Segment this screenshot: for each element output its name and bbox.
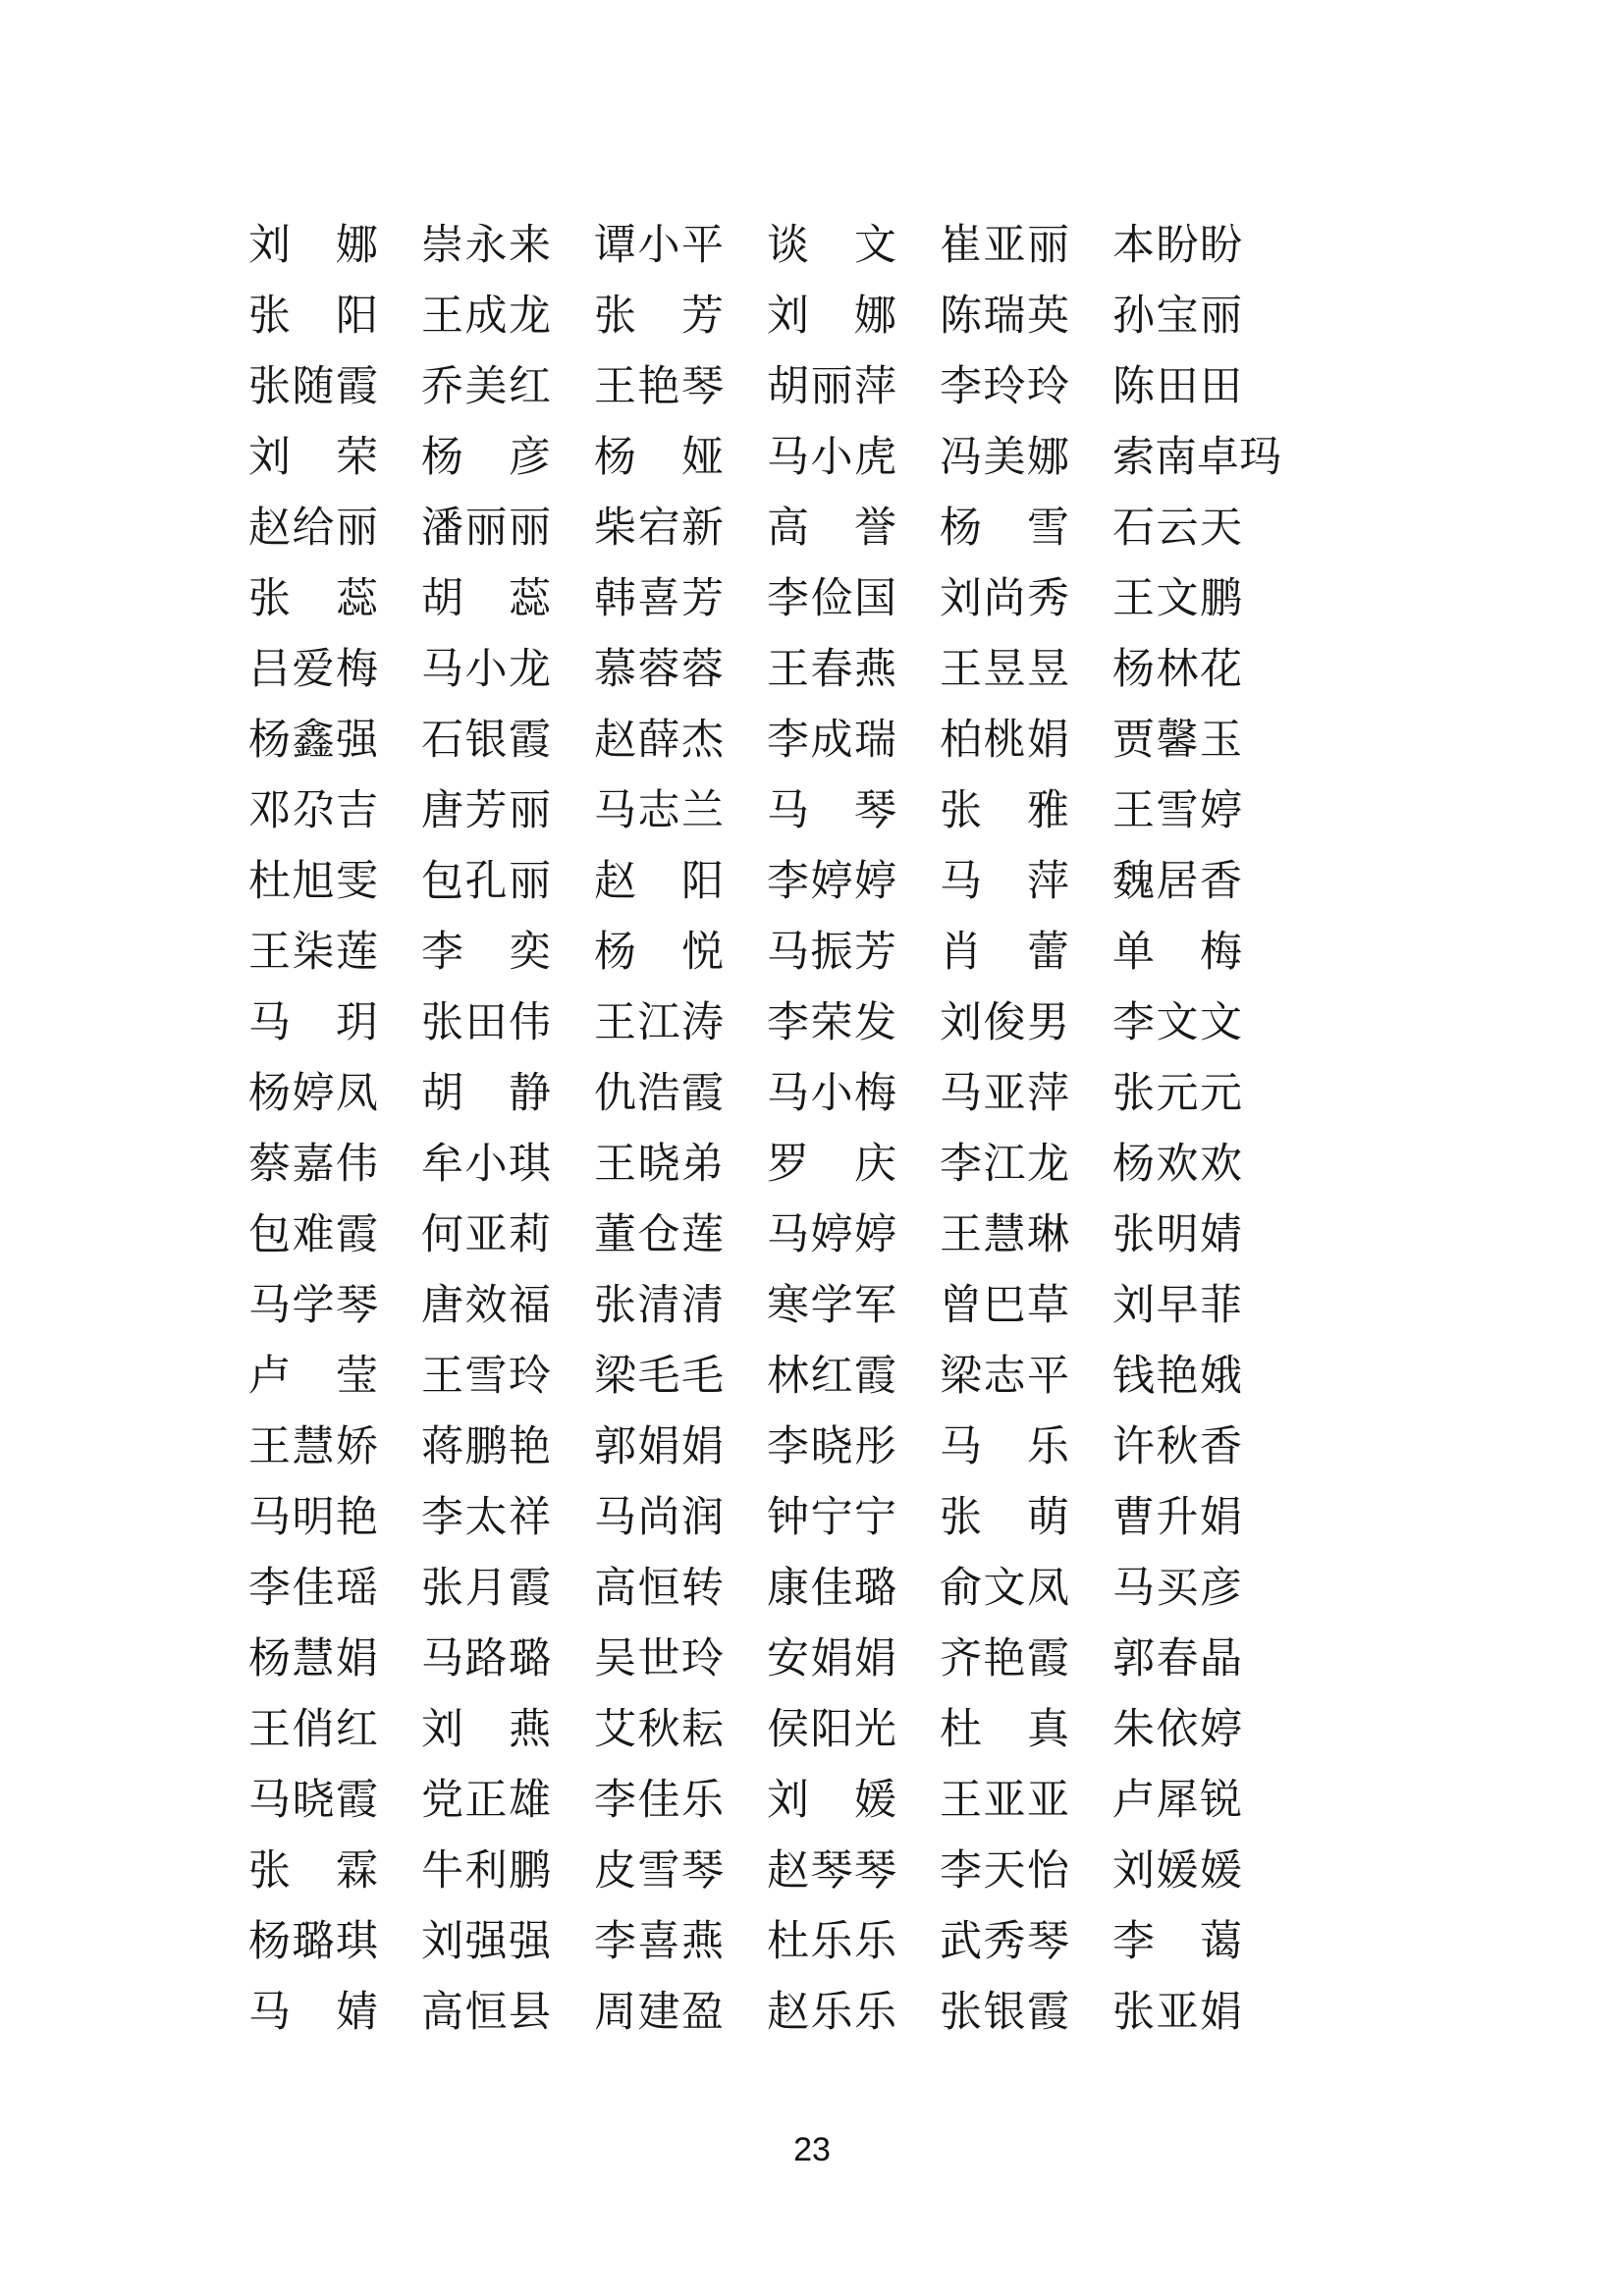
person-name: 杜真 [940,1707,1069,1753]
person-name: 刘尚秀 [940,576,1069,622]
name-row [248,1271,1281,1342]
person-name: 陈瑞英 [940,294,1069,340]
name-row [248,1978,1281,2049]
person-name: 马尚润 [594,1495,724,1541]
person-name: 杨彦 [421,435,551,481]
person-name: 曾巴草 [940,1283,1069,1329]
person-name: 齐艳霞 [940,1636,1069,1682]
person-name: 许秋香 [1112,1424,1242,1470]
person-name: 高恒转 [594,1566,724,1612]
person-name: 魏居香 [1112,859,1242,905]
person-name: 王成龙 [421,294,551,340]
person-name: 李成瑞 [767,718,896,764]
person-name: 刘强强 [421,1919,551,1965]
person-name: 朱依婷 [1112,1707,1242,1753]
person-name: 马买彦 [1112,1566,1242,1612]
name-row [248,211,1281,282]
person-name: 马婧 [248,1990,378,2036]
person-name: 慕蓉蓉 [594,647,724,693]
person-name: 石云天 [1112,506,1242,552]
person-name: 胡静 [421,1071,551,1117]
person-name: 柏桃娟 [940,718,1069,764]
person-name: 马亚萍 [940,1071,1069,1117]
page-number: 23 [793,2131,831,2168]
person-name: 安娟娟 [767,1636,896,1682]
name-row [248,1130,1281,1201]
person-name: 李晓彤 [767,1424,896,1470]
name-row [248,988,1281,1059]
person-name: 张元元 [1112,1071,1242,1117]
person-name: 李文文 [1112,1000,1242,1046]
person-name: 张明婧 [1112,1212,1242,1258]
person-name: 索南卓玛 [1112,435,1281,481]
person-name: 马振芳 [767,930,896,976]
person-name: 蔡嘉伟 [248,1142,378,1188]
name-row [248,494,1281,564]
name-row [248,706,1281,776]
person-name: 单梅 [1112,930,1242,976]
name-row [248,918,1281,988]
person-name: 张芳 [594,294,724,340]
person-name: 康佳璐 [767,1566,896,1612]
person-name: 郭娟娟 [594,1424,724,1470]
person-name: 牟小琪 [421,1142,551,1188]
person-name: 王柒莲 [248,930,378,976]
person-name: 马志兰 [594,788,724,834]
person-name: 赵琴琴 [767,1848,896,1895]
name-row [248,1483,1281,1554]
person-name: 马路璐 [421,1636,551,1682]
person-name: 张随霞 [248,364,378,410]
person-name: 刘娜 [767,294,896,340]
person-name: 张清清 [594,1283,724,1329]
person-name: 赵乐乐 [767,1990,896,2036]
person-name: 王春燕 [767,647,896,693]
person-name: 唐芳丽 [421,788,551,834]
person-name: 崇永来 [421,223,551,269]
person-name: 马小龙 [421,647,551,693]
person-name: 俞文凤 [940,1566,1069,1612]
person-name: 杨慧娟 [248,1636,378,1682]
person-name: 皮雪琴 [594,1848,724,1895]
person-name: 李江龙 [940,1142,1069,1188]
person-name: 李喜燕 [594,1919,724,1965]
person-name: 杜乐乐 [767,1919,896,1965]
person-name: 牛利鹏 [421,1848,551,1895]
person-name: 张亚娟 [1112,1990,1242,2036]
name-row [248,352,1281,423]
person-name: 马小梅 [767,1071,896,1117]
person-name: 李婷婷 [767,859,896,905]
person-name: 马琴 [767,788,896,834]
person-name: 张萌 [940,1495,1069,1541]
person-name: 吴世玲 [594,1636,724,1682]
person-name: 李俭国 [767,576,896,622]
person-name: 马学琴 [248,1283,378,1329]
person-name: 张月霞 [421,1566,551,1612]
person-name: 高恒县 [421,1990,551,2036]
name-row [248,1766,1281,1837]
person-name: 张阳 [248,294,378,340]
name-row [248,1837,1281,1907]
name-row [248,1342,1281,1413]
person-name: 杨璐琪 [248,1919,378,1965]
person-name: 杨雪 [940,506,1069,552]
person-name: 李玲玲 [940,364,1069,410]
person-name: 包难霞 [248,1212,378,1258]
person-name: 张银霞 [940,1990,1069,2036]
person-name: 吕爱梅 [248,647,378,693]
person-name: 何亚莉 [421,1212,551,1258]
person-name: 本盼盼 [1112,223,1242,269]
person-name: 刘早菲 [1112,1283,1242,1329]
person-name: 李佳瑶 [248,1566,378,1612]
person-name: 王文鹏 [1112,576,1242,622]
person-name: 唐效福 [421,1283,551,1329]
person-name: 张田伟 [421,1000,551,1046]
name-row [248,635,1281,706]
person-name: 王江涛 [594,1000,724,1046]
person-name: 胡蕊 [421,576,551,622]
person-name: 杨鑫强 [248,718,378,764]
person-name: 钟宁宁 [767,1495,896,1541]
person-name: 冯美娜 [940,435,1069,481]
name-row [248,564,1281,635]
person-name: 曹升娟 [1112,1495,1242,1541]
name-row [248,1907,1281,1978]
name-row [248,423,1281,494]
person-name: 杜旭雯 [248,859,378,905]
person-name: 蒋鹏艳 [421,1424,551,1470]
person-name: 马小虎 [767,435,896,481]
person-name: 韩喜芳 [594,576,724,622]
name-row [248,1059,1281,1130]
person-name: 王雪玲 [421,1354,551,1400]
person-name: 杨婷凤 [248,1071,378,1117]
person-name: 李太祥 [421,1495,551,1541]
person-name: 杨娅 [594,435,724,481]
person-name: 陈田田 [1112,364,1242,410]
person-name: 胡丽萍 [767,364,896,410]
person-name: 王晓弟 [594,1142,724,1188]
person-name: 马明艳 [248,1495,378,1541]
person-name: 刘娜 [248,223,378,269]
person-name: 卢犀锐 [1112,1778,1242,1824]
name-row [248,1554,1281,1625]
person-name: 邓尕吉 [248,788,378,834]
person-name: 刘俊男 [940,1000,1069,1046]
person-name: 马乐 [940,1424,1069,1470]
person-name: 高誉 [767,506,896,552]
person-name: 王艳琴 [594,364,724,410]
person-name: 孙宝丽 [1112,294,1242,340]
person-name: 崔亚丽 [940,223,1069,269]
person-name: 李蔼 [1112,1919,1242,1965]
name-row [248,1413,1281,1483]
person-name: 王昱昱 [940,647,1069,693]
person-name: 刘荣 [248,435,378,481]
person-name: 贾馨玉 [1112,718,1242,764]
person-name: 包孔丽 [421,859,551,905]
name-row [248,1625,1281,1695]
name-row [248,282,1281,352]
person-name: 罗庆 [767,1142,896,1188]
person-name: 肖蕾 [940,930,1069,976]
person-name: 杨林花 [1112,647,1242,693]
person-name: 王俏红 [248,1707,378,1753]
person-name: 刘媛 [767,1778,896,1824]
person-name: 刘媛媛 [1112,1848,1242,1895]
name-row [248,1201,1281,1271]
person-name: 寒学军 [767,1283,896,1329]
person-name: 谭小平 [594,223,724,269]
person-name: 石银霞 [421,718,551,764]
person-name: 王亚亚 [940,1778,1069,1824]
person-name: 张蕊 [248,576,378,622]
person-name: 马婷婷 [767,1212,896,1258]
names-grid [248,211,1281,2049]
person-name: 王慧琳 [940,1212,1069,1258]
person-name: 卢莹 [248,1354,378,1400]
person-name: 李奕 [421,930,551,976]
person-name: 侯阳光 [767,1707,896,1753]
name-row [248,1695,1281,1766]
person-name: 仇浩霞 [594,1071,724,1117]
person-name: 马玥 [248,1000,378,1046]
person-name: 党正雄 [421,1778,551,1824]
person-name: 杨悦 [594,930,724,976]
person-name: 艾秋耘 [594,1707,724,1753]
person-name: 梁志平 [940,1354,1069,1400]
person-name: 李天怡 [940,1848,1069,1895]
person-name: 赵阳 [594,859,724,905]
person-name: 张霖 [248,1848,378,1895]
person-name: 王慧娇 [248,1424,378,1470]
person-name: 马萍 [940,859,1069,905]
person-name: 刘燕 [421,1707,551,1753]
person-name: 李荣发 [767,1000,896,1046]
person-name: 赵给丽 [248,506,378,552]
person-name: 钱艳娥 [1112,1354,1242,1400]
person-name: 谈文 [767,223,896,269]
person-name: 周建盈 [594,1990,724,2036]
person-name: 林红霞 [767,1354,896,1400]
person-name: 柴宕新 [594,506,724,552]
person-name: 赵薛杰 [594,718,724,764]
person-name: 马晓霞 [248,1778,378,1824]
person-name: 武秀琴 [940,1919,1069,1965]
person-name: 潘丽丽 [421,506,551,552]
person-name: 张雅 [940,788,1069,834]
name-row [248,776,1281,847]
person-name: 梁毛毛 [594,1354,724,1400]
person-name: 郭春晶 [1112,1636,1242,1682]
person-name: 乔美红 [421,364,551,410]
person-name: 王雪婷 [1112,788,1242,834]
person-name: 董仓莲 [594,1212,724,1258]
person-name: 杨欢欢 [1112,1142,1242,1188]
name-row [248,847,1281,918]
person-name: 李佳乐 [594,1778,724,1824]
